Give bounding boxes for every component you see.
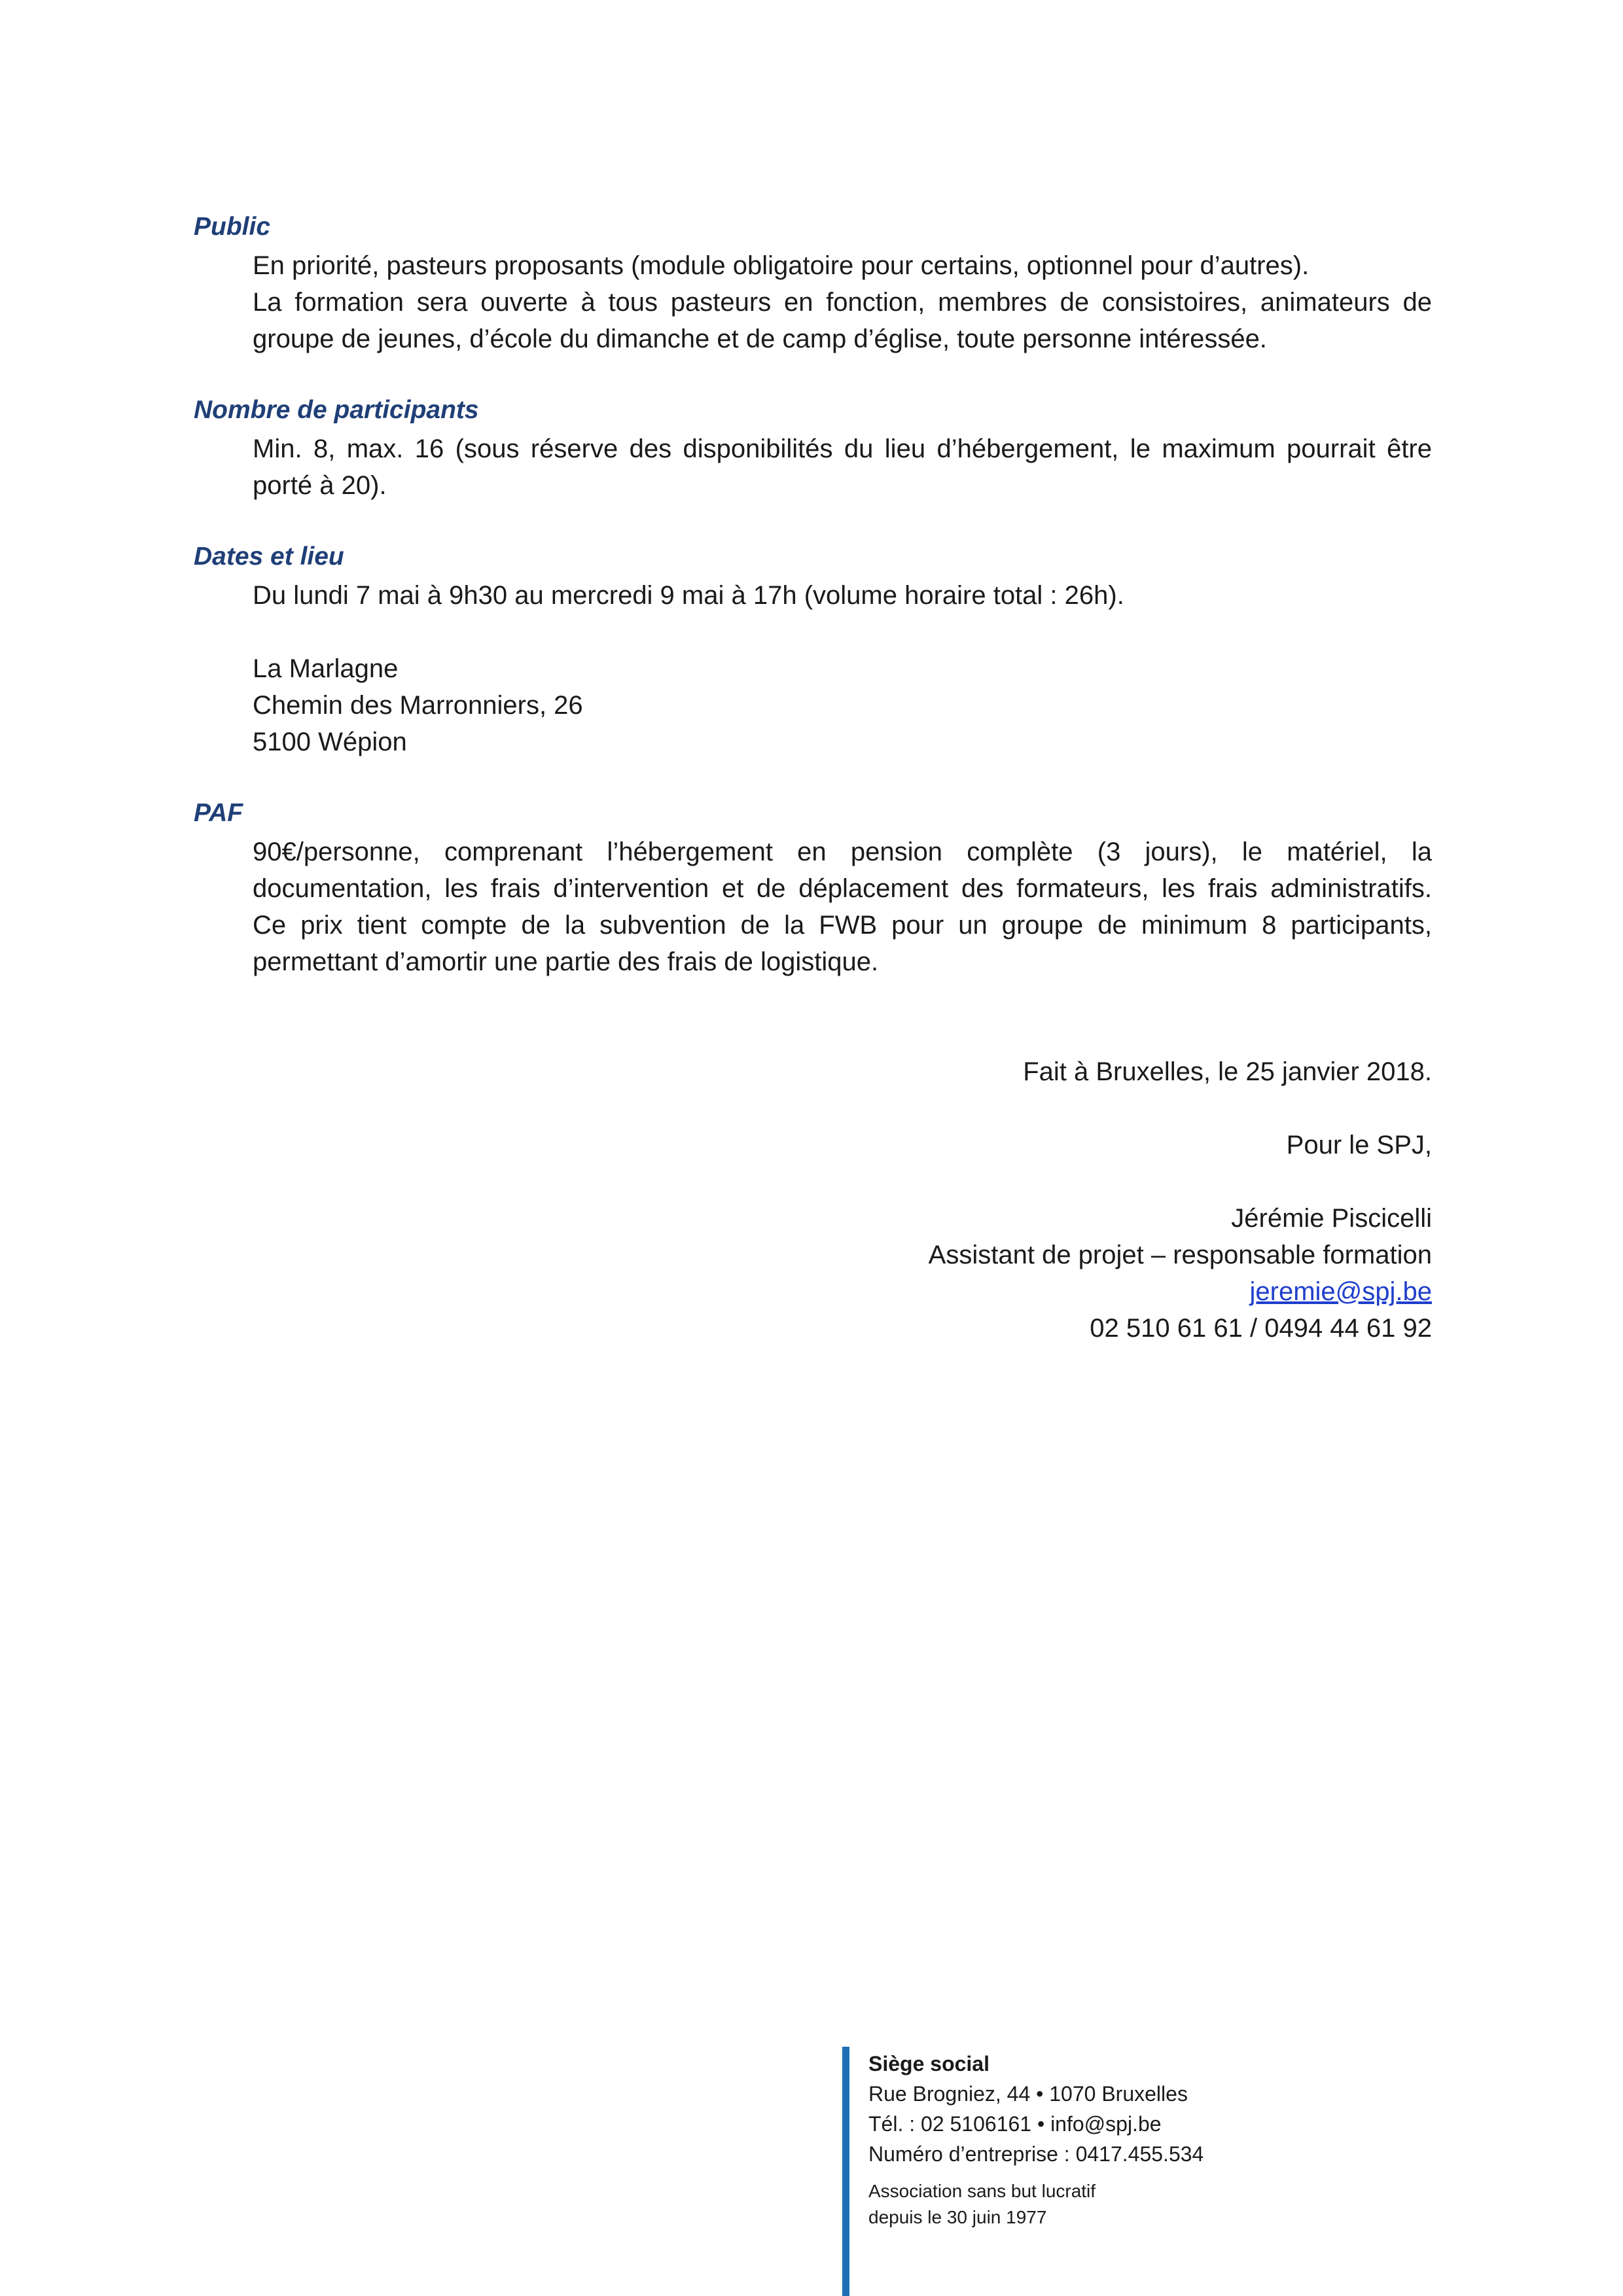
signatory-phone: 02 510 61 61 / 0494 44 61 92 — [1090, 1314, 1432, 1343]
venue-street: Chemin des Marronniers, 26 — [253, 691, 583, 720]
public-line-3: groupe de jeunes, d’école du dimanche et de camp d’église, toute personne intéressée. — [253, 325, 1267, 353]
signatory-name: Jérémie Piscicelli — [1231, 1204, 1432, 1233]
footer-address: Rue Brogniez, 44 • 1070 Bruxelles — [868, 2082, 1188, 2106]
footer-company-number: Numéro d’entreprise : 0417.455.534 — [868, 2142, 1204, 2166]
signatory-role: Assistant de projet – responsable formation — [928, 1241, 1432, 1269]
public-line-2: La formation sera ouverte à tous pasteurs en fonction, membres de consistoires, animateurs de — [253, 288, 1432, 317]
venue-city: 5100 Wépion — [253, 728, 407, 756]
for-org: Pour le SPJ, — [1286, 1131, 1432, 1159]
footer-assoc-line-1: Association sans but lucratif — [868, 2181, 1096, 2201]
footer-contact: Tél. : 02 5106161 • info@spj.be — [868, 2112, 1162, 2136]
venue-name: La Marlagne — [253, 654, 399, 683]
dates-text: Du lundi 7 mai à 9h30 au mercredi 9 mai à 17h (volume horaire total : 26h). — [253, 581, 1124, 610]
closing-place-date — [647, 1053, 1432, 1090]
venue-address — [253, 650, 1432, 760]
signature-block — [647, 1200, 1432, 1347]
closing-for-org — [647, 1127, 1432, 1163]
section-body-paf — [253, 834, 1432, 980]
section-body-dates — [253, 577, 1432, 614]
paf-line-2: documentation, les frais d’intervention et de déplacement des formateurs, les frais administratifs. — [253, 874, 1432, 903]
section-body-public — [253, 247, 1432, 357]
place-date: Fait à Bruxelles, le 25 janvier 2018. — [1023, 1057, 1432, 1086]
footer-head-office — [868, 2049, 1457, 2231]
footer-title: Siège social — [868, 2052, 990, 2075]
public-line-1: En priorité, pasteurs proposants (module obligatoire pour certains, optionnel pour d’autres). — [253, 251, 1310, 280]
section-heading-dates: Dates et lieu — [194, 542, 344, 571]
section-heading-public: Public — [194, 213, 271, 241]
paf-line-3: Ce prix tient compte de la subvention de la FWB pour un groupe de minimum 8 participants, — [253, 911, 1432, 940]
section-heading-participants: Nombre de participants — [194, 396, 479, 424]
participants-line-1: Min. 8, max. 16 (sous réserve des disponibilités du lieu d’hébergement, le maximum pourrait être — [253, 434, 1432, 463]
section-heading-paf: PAF — [194, 799, 243, 827]
footer-assoc-line-2: depuis le 30 juin 1977 — [868, 2207, 1047, 2227]
paf-line-1: 90€/personne, comprenant l’hébergement en pension complète (3 jours), le matériel, la — [253, 838, 1432, 866]
footer-accent-bar — [842, 2047, 849, 2296]
email-link[interactable]: jeremie@spj.be — [1249, 1277, 1432, 1306]
participants-line-2: porté à 20). — [253, 471, 387, 500]
paf-line-4: permettant d’amortir une partie des frais de logistique. — [253, 947, 879, 976]
section-body-participants — [253, 431, 1432, 504]
